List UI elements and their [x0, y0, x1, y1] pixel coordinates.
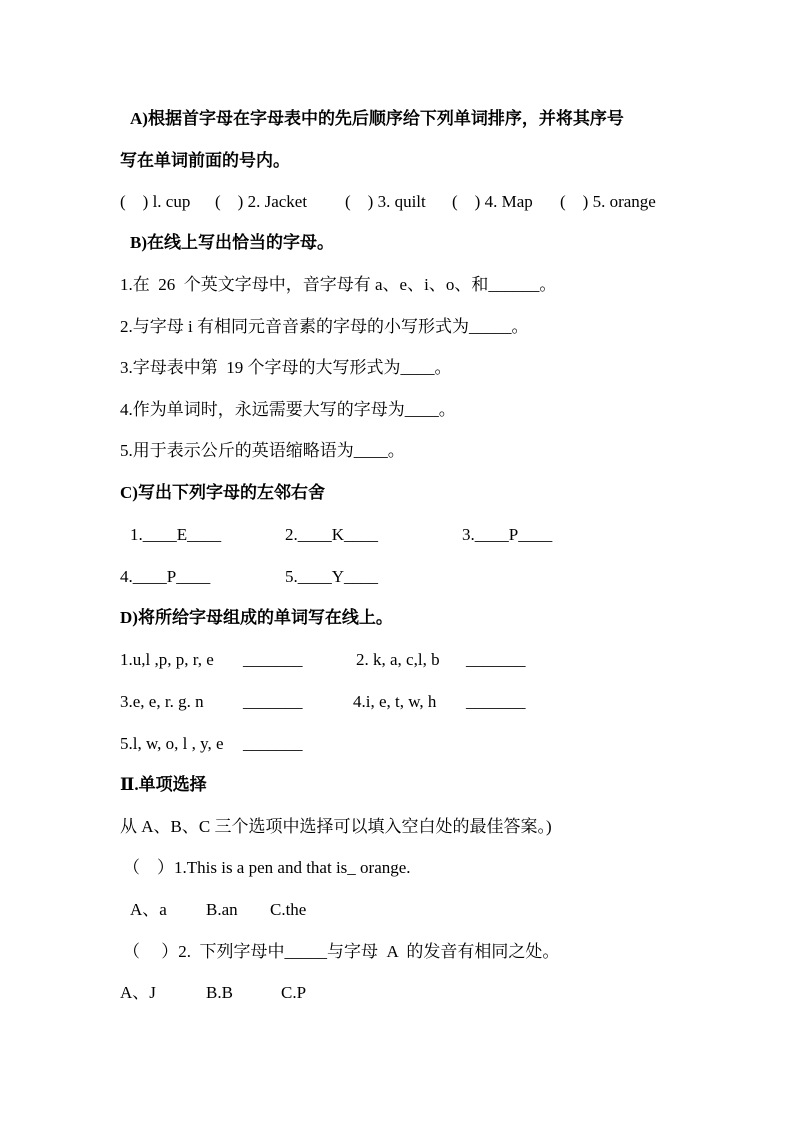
- section-a-item: ( ) 5. orange: [560, 192, 656, 211]
- section-a-item: ( ) 2. Jacket: [215, 192, 308, 211]
- question-2-option: C.P: [281, 983, 307, 1002]
- section-ii-instruction: 从 A、B、C 三个选项中选择可以填入空白处的最佳答案。): [120, 817, 552, 836]
- section-a-title-line2: 写在单词前面的号内。: [120, 151, 290, 170]
- section-d-blank: _______: [243, 692, 303, 711]
- section-c-item: 3.____P____: [462, 525, 553, 544]
- section-b-question-1: 1.在 26 个英文字母中，音字母有 a、e、i、o、和______。: [120, 275, 557, 294]
- question-1-option: B.an: [206, 900, 238, 919]
- section-d-blank: _______: [466, 650, 526, 669]
- section-d-title: D)将所给字母组成的单词写在线上。: [120, 608, 393, 627]
- question-2-option: A、J: [120, 983, 156, 1002]
- question-1-option: A、a: [130, 900, 167, 919]
- section-d-item: 5.l, w, o, l , y, e: [120, 734, 224, 753]
- section-d-item: 1.u,l ,p, p, r, e: [120, 650, 214, 669]
- section-b-question-5: 5.用于表示公斤的英语缩略语为____。: [120, 441, 405, 460]
- section-ii-title: Ⅱ.单项选择: [120, 775, 207, 794]
- section-c-item: 1.____E____: [130, 525, 222, 544]
- section-d-item: 4.i, e, t, w, h: [353, 692, 437, 711]
- section-a-item: ( ) 4. Map: [452, 192, 533, 211]
- section-a-item: ( ) 3. quilt: [345, 192, 426, 211]
- section-c-item: 4.____P____: [120, 567, 211, 586]
- section-b-question-2: 2.与字母 i 有相同元音音素的字母的小写形式为_____。: [120, 317, 529, 336]
- section-b-question-3: 3.字母表中第 19 个字母的大写形式为____。: [120, 358, 452, 377]
- section-c-item: 2.____K____: [285, 525, 379, 544]
- section-ii-question-1: （ ）1.This is a pen and that is_ orange.: [123, 858, 411, 877]
- section-b-question-4: 4.作为单词时，永远需要大写的字母为____。: [120, 400, 456, 419]
- section-d-item: 2. k, a, c,l, b: [356, 650, 440, 669]
- section-ii-question-2: （ ）2. 下列字母中_____与字母 A 的发音有相同之处。: [123, 942, 560, 961]
- section-a-title-line1: A)根据首字母在字母表中的先后顺序给下列单词排序，并将其序号: [130, 109, 624, 128]
- section-d-blank: _______: [466, 692, 526, 711]
- section-d-blank: _______: [243, 734, 303, 753]
- section-a-item: ( ) l. cup: [120, 192, 191, 211]
- question-2-option: B.B: [206, 983, 233, 1002]
- section-b-title: B)在线上写出恰当的字母。: [130, 233, 334, 252]
- section-d-blank: _______: [243, 650, 303, 669]
- section-d-item: 3.e, e, r. g. n: [120, 692, 204, 711]
- section-c-title: C)写出下列字母的左邻右舍: [120, 483, 325, 502]
- question-1-option: C.the: [270, 900, 307, 919]
- section-c-item: 5.____Y____: [285, 567, 379, 586]
